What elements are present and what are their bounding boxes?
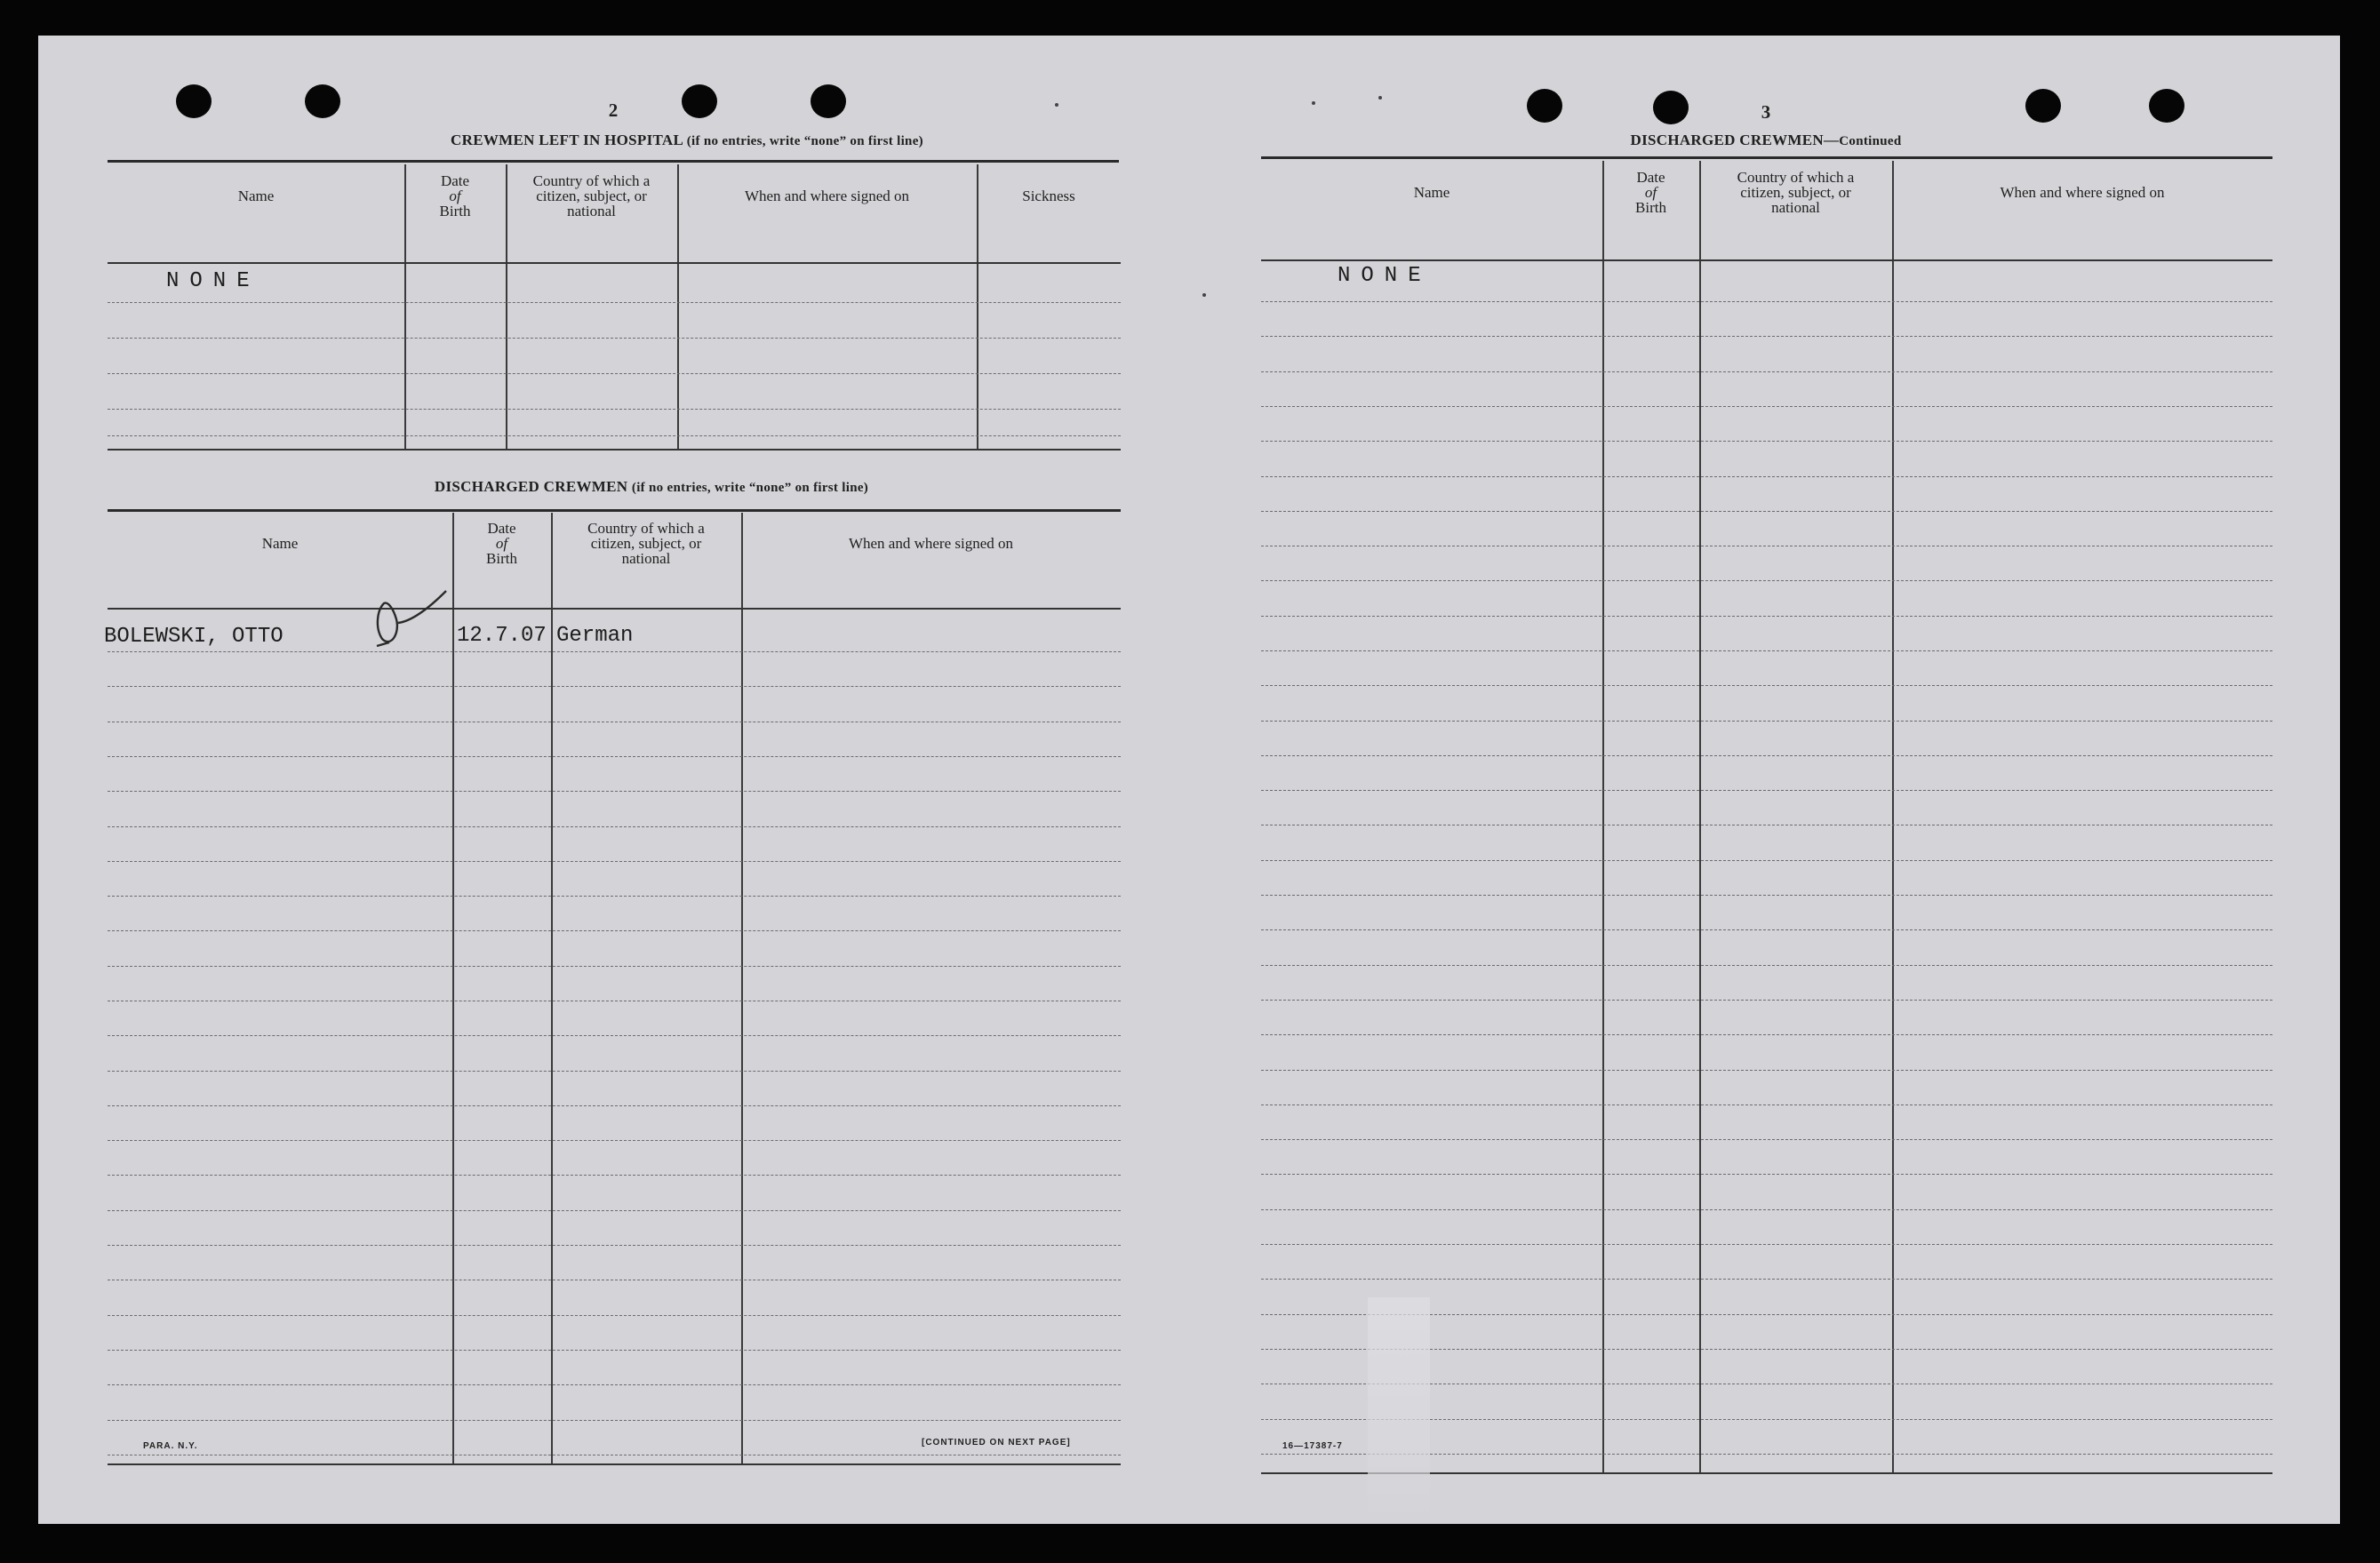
- country-line: citizen, subject, or: [536, 187, 647, 204]
- punch-hole: [811, 84, 846, 118]
- country-line: national: [1771, 198, 1820, 216]
- row-line: [1261, 336, 2272, 337]
- col-header-dob: [1602, 161, 1699, 223]
- row-line: [1261, 371, 2272, 372]
- row-line: [1261, 1209, 2272, 1210]
- paper-fold-artifact: [1368, 1297, 1430, 1524]
- punch-hole: [1653, 91, 1689, 124]
- rule: [108, 509, 1121, 512]
- row-line: [108, 435, 1121, 436]
- entry-dob: 12.7.07: [457, 624, 547, 648]
- row-line: [1261, 965, 2272, 966]
- hospital-table: [108, 164, 1121, 451]
- row-line: [1261, 1070, 2272, 1071]
- country-line: Country of which a: [532, 171, 651, 189]
- col-header-country: [506, 164, 677, 227]
- row-line: [1261, 301, 2272, 302]
- discharged-title-text: DISCHARGED CREWMEN: [434, 478, 628, 495]
- dob-line: Birth: [1635, 198, 1666, 216]
- punch-hole: [176, 84, 212, 118]
- row-line: [108, 791, 1121, 792]
- row-line: [1261, 1104, 2272, 1105]
- stray-mark: [1378, 96, 1382, 100]
- row-line: [1261, 580, 2272, 581]
- row-line: [108, 1350, 1121, 1351]
- row-line: [1261, 755, 2272, 756]
- document-sheet: [38, 36, 2340, 1524]
- column-divider: [1699, 161, 1701, 1474]
- col-header-dob: [404, 164, 506, 227]
- punch-hole: [2149, 89, 2184, 123]
- row-line: [1261, 511, 2272, 512]
- row-line: [108, 826, 1121, 827]
- row-line: [108, 409, 1121, 410]
- dob-line: Birth: [439, 202, 471, 219]
- stray-mark: [1312, 101, 1315, 105]
- row-line: [1261, 406, 2272, 407]
- stray-mark: [1202, 293, 1206, 297]
- row-line: [1261, 860, 2272, 861]
- punch-hole: [1527, 89, 1562, 123]
- rule: [108, 160, 1119, 163]
- country-line: citizen, subject, or: [1740, 183, 1851, 201]
- row-line: [108, 302, 1121, 303]
- row-line: [108, 1315, 1121, 1316]
- dob-line: Date: [1636, 168, 1665, 186]
- col-header-signed: When and where signed on: [744, 187, 910, 204]
- country-line: national: [621, 549, 671, 567]
- page-number-right: 3: [1761, 101, 1771, 123]
- punch-hole: [2025, 89, 2061, 123]
- row-line: [1261, 1000, 2272, 1001]
- punch-hole: [682, 84, 717, 118]
- discharged-table: [104, 513, 1121, 1465]
- column-divider: [741, 513, 743, 1465]
- row-line: [1261, 476, 2272, 477]
- continued-title-text: DISCHARGED CREWMEN—: [1630, 132, 1840, 148]
- footer-continued: [CONTINUED ON NEXT PAGE]: [922, 1438, 1071, 1447]
- row-line: [108, 756, 1121, 757]
- row-line: [1261, 1244, 2272, 1245]
- row-line: [108, 686, 1121, 687]
- dob-line: Birth: [486, 549, 517, 567]
- col-header-signed: When and where signed on: [2000, 183, 2165, 201]
- row-line: [108, 1384, 1121, 1385]
- page-number-left: 2: [608, 100, 619, 121]
- header-rule: [108, 262, 1121, 264]
- column-divider: [452, 513, 454, 1465]
- col-header-sickness: Sickness: [1022, 187, 1075, 204]
- row-line: [1261, 1139, 2272, 1140]
- discharged-title-note: (if no entries, write “none” on first line): [631, 481, 869, 495]
- punch-hole: [305, 84, 340, 118]
- country-line: citizen, subject, or: [590, 534, 702, 552]
- col-header-signed: When and where signed on: [848, 534, 1014, 552]
- continued-title-suffix: Continued: [1839, 134, 1902, 148]
- hospital-title-note: (if no entries, write “none” on first line): [686, 134, 923, 148]
- dob-line: Date: [487, 519, 516, 537]
- row-line: [108, 1105, 1121, 1106]
- column-divider: [1892, 161, 1894, 1474]
- row-line: [108, 373, 1121, 374]
- country-line: Country of which a: [587, 519, 705, 537]
- entry-country: German: [556, 624, 634, 648]
- row-line: [108, 896, 1121, 897]
- rule: [1261, 156, 2272, 159]
- dob-line: of: [449, 187, 461, 204]
- discharged-continued-table: [1261, 161, 2272, 1474]
- col-header-country: [551, 513, 741, 573]
- row-line: [1261, 1174, 2272, 1175]
- row-line: [1261, 650, 2272, 651]
- col-header-dob: [452, 513, 551, 573]
- discharged-continued-title: [1631, 132, 1902, 149]
- column-divider: [551, 513, 553, 1465]
- row-line: [108, 966, 1121, 967]
- country-line: national: [567, 202, 616, 219]
- continued-entry-none: NONE: [1338, 264, 1432, 288]
- row-line: [108, 1035, 1121, 1036]
- row-line: [1261, 721, 2272, 722]
- hospital-section-title: [451, 132, 923, 149]
- dob-line: of: [1644, 183, 1657, 201]
- row-line: [108, 861, 1121, 862]
- hospital-entry-none: NONE: [166, 269, 260, 293]
- country-line: Country of which a: [1737, 168, 1855, 186]
- row-line: [108, 1245, 1121, 1246]
- entry-name: BOLEWSKI, OTTO: [104, 625, 284, 649]
- row-line: [108, 1071, 1121, 1072]
- footer-form-number: 16—17387-7: [1282, 1441, 1343, 1451]
- stray-mark: [1055, 103, 1058, 107]
- row-line: [1261, 895, 2272, 896]
- footer-left-printer: PARA. N.Y.: [143, 1441, 198, 1451]
- row-line: [108, 1140, 1121, 1141]
- row-line: [1261, 616, 2272, 617]
- dob-line: Date: [440, 171, 470, 189]
- col-header-country: [1699, 161, 1892, 223]
- row-line: [108, 651, 1121, 652]
- row-line: [108, 338, 1121, 339]
- table-bottom-rule: [108, 1463, 1121, 1465]
- hospital-title-text: CREWMEN LEFT IN HOSPITAL: [451, 132, 683, 148]
- row-line: [1261, 441, 2272, 442]
- row-line: [1261, 1279, 2272, 1280]
- dob-line: of: [495, 534, 508, 552]
- handwritten-mark: [368, 584, 457, 655]
- col-header-name: Name: [1413, 183, 1450, 201]
- row-line: [108, 1420, 1121, 1421]
- row-line: [1261, 1034, 2272, 1035]
- row-line: [1261, 929, 2272, 930]
- col-header-name: Name: [261, 534, 299, 552]
- column-divider: [1602, 161, 1604, 1474]
- row-line: [1261, 790, 2272, 791]
- discharged-section-title: [435, 478, 868, 496]
- header-rule: [1261, 259, 2272, 261]
- row-line: [108, 930, 1121, 931]
- row-line: [108, 1175, 1121, 1176]
- row-line: [1261, 685, 2272, 686]
- row-line: [108, 1210, 1121, 1211]
- col-header-name: Name: [237, 187, 275, 204]
- table-bottom-rule: [108, 449, 1121, 451]
- header-rule: [108, 608, 1121, 610]
